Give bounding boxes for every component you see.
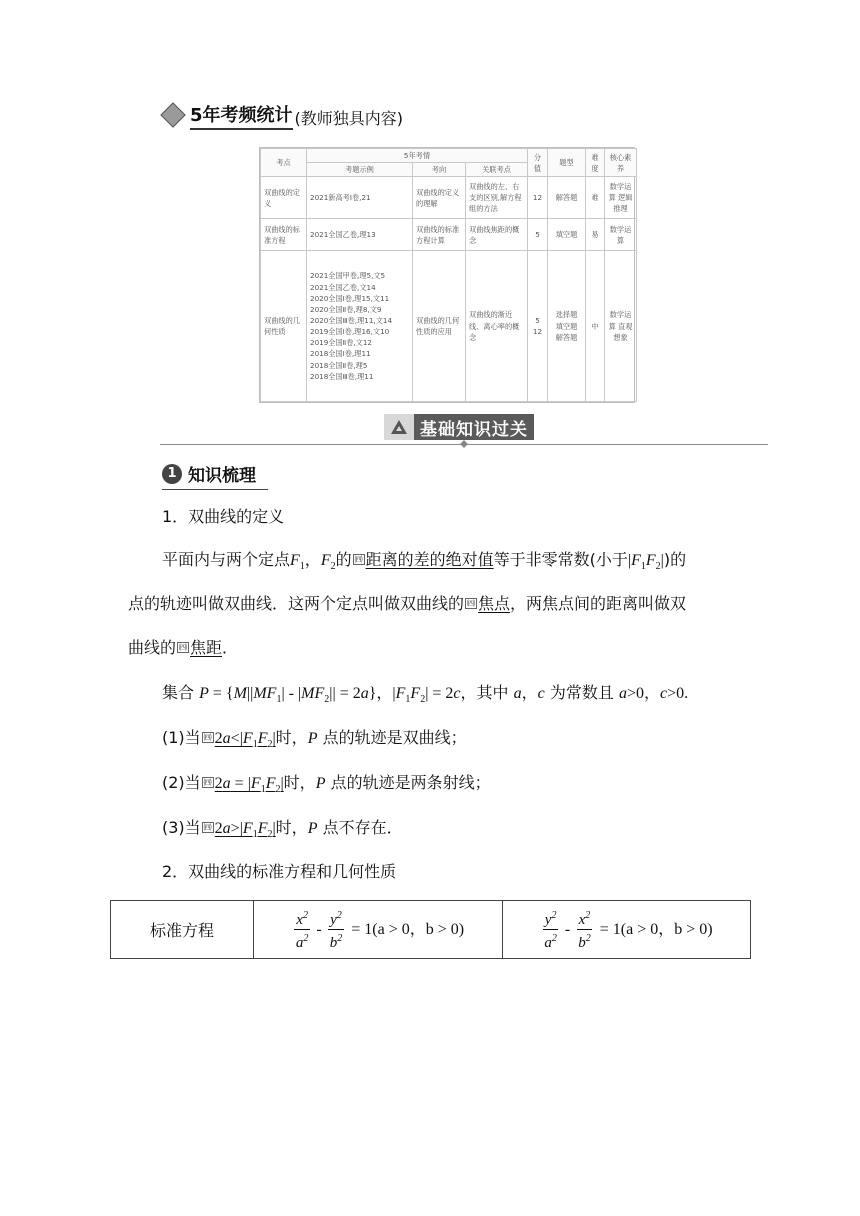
standard-equation-table xyxy=(110,900,751,959)
case-3: (3)当 ㈣ $2a>|F_1F_2|$时，P 点不存在． xyxy=(162,818,403,841)
header-related: 关联考点 xyxy=(466,163,528,177)
section-header xyxy=(160,102,403,130)
header-kaodian: 考点 xyxy=(261,149,307,177)
divider-diamond-icon xyxy=(460,440,468,448)
header-example: 考题示例 xyxy=(307,163,413,177)
number-badge: 1 xyxy=(162,464,182,484)
definition-line-1: 平面内与两个定点$F_1$，$F_2$的 ㈣ 距离的差的绝对值等于非零常数(小于$|F_1F_2|$)的 xyxy=(162,550,687,573)
difficulty-cell: 易 xyxy=(586,219,605,251)
book-mark: ㈣ xyxy=(203,778,212,787)
definition-line-3: 曲线的 ㈣ 焦距． xyxy=(128,638,239,657)
diamond-icon xyxy=(160,102,185,127)
section-subtitle: (教师独具内容) xyxy=(294,109,404,128)
related-cell: 双曲线的渐近线、离心率的概念 xyxy=(466,251,528,402)
type-cell: 选择题 填空题 解答题 xyxy=(548,251,586,402)
direction-cell: 双曲线的几何性质的应用 xyxy=(413,251,466,402)
blank-answer: 焦点 xyxy=(478,594,511,613)
score-cell: 5 xyxy=(528,219,548,251)
header-literacy: 核心素养 xyxy=(605,149,637,177)
direction-cell: 双曲线的标准方程计算 xyxy=(413,219,466,251)
book-mark: ㈣ xyxy=(354,555,363,564)
header-direction: 考向 xyxy=(413,163,466,177)
topic-cell: 双曲线的定义 xyxy=(261,177,307,219)
example-line: 2020全国Ⅱ卷,理8,文9 xyxy=(310,304,382,314)
type-cell: 填空题 xyxy=(548,219,586,251)
book-mark: ㈣ xyxy=(203,733,212,742)
table-row xyxy=(261,219,637,251)
banner-title: 基础知识过关 xyxy=(420,419,528,440)
header-type: 题型 xyxy=(548,149,586,177)
triangle-icon xyxy=(384,414,414,440)
example-line: 2021全国乙卷,文14 xyxy=(310,282,376,292)
equation-label: 标准方程 xyxy=(111,901,254,959)
case-1: (1)当 ㈣ $2a<|F_1F_2|$时，P 点的轨迹是双曲线； xyxy=(162,728,467,751)
header-difficulty: 难度 xyxy=(586,149,605,177)
example-line: 2018全国Ⅱ卷,理5 xyxy=(310,360,368,370)
literacy-cell: 数学运算 直观想象 xyxy=(605,251,637,402)
difficulty-cell: 难 xyxy=(586,177,605,219)
example-cell: 2021全国乙卷,理13 xyxy=(307,219,413,251)
header-five-year: 5年考情 xyxy=(307,149,528,163)
book-mark: ㈣ xyxy=(203,823,212,832)
example-line: 2018全国Ⅰ卷,理11 xyxy=(310,349,371,359)
section-banner xyxy=(384,414,534,440)
score-cell: 5 12 xyxy=(528,251,548,402)
related-cell: 双曲线的左、右支的区别,解方程组的方法 xyxy=(466,177,528,219)
case-2: (2)当 ㈣ $2a = |F_1F_2|$时，P 点的轨迹是两条射线； xyxy=(162,773,491,796)
example-line: 2019全国Ⅱ卷,文12 xyxy=(310,338,373,348)
topic-cell: 双曲线的标准方程 xyxy=(261,219,307,251)
topic-cell: 双曲线的几何性质 xyxy=(261,251,307,402)
equation-y-axis: $\frac{y^2}{a^2}$ - $\frac{x^2}{b^2}$ = 1(a > 0，b > 0) xyxy=(503,901,751,959)
literacy-cell: 数学运算 逻辑推理 xyxy=(605,177,637,219)
example-line: 2019全国Ⅰ卷,理16,文10 xyxy=(310,327,390,337)
set-definition: 集合 $P = \{M||MF_1| - |MF_2|| = 2a\}$，$|F_1F_2| = 2c$，其中 a，c 为常数且 a>0，c>0. xyxy=(162,683,689,706)
difficulty-cell: 中 xyxy=(586,251,605,402)
example-line: 2020全国Ⅰ卷,理15,文11 xyxy=(310,293,390,303)
header-score: 分值 xyxy=(528,149,548,177)
example-line: 2018全国Ⅲ卷,理11 xyxy=(310,371,374,381)
example-list-cell xyxy=(307,251,413,402)
related-cell: 双曲线焦距的概念 xyxy=(466,219,528,251)
knowledge-title: 知识梳理 xyxy=(188,466,256,486)
direction-cell: 双曲线的定义的理解 xyxy=(413,177,466,219)
book-mark: ㈣ xyxy=(467,599,476,608)
item1-title: 1．双曲线的定义 xyxy=(162,507,285,526)
table-row xyxy=(261,177,637,219)
literacy-cell: 数学运算 xyxy=(605,219,637,251)
type-cell: 解答题 xyxy=(548,177,586,219)
section-title: 5年考频统计 xyxy=(190,101,293,130)
exam-stats-table xyxy=(259,147,635,403)
table-row xyxy=(261,251,637,402)
item2-title: 2．双曲线的标准方程和几何性质 xyxy=(162,862,397,881)
example-line: 2020全国Ⅲ卷,理11,文14 xyxy=(310,316,393,325)
blank-answer: 距离的差的绝对值 xyxy=(365,550,494,569)
blank-answer: 焦距 xyxy=(190,638,223,657)
book-mark: ㈣ xyxy=(179,643,188,652)
example-line: 2021全国甲卷,理5,文5 xyxy=(310,271,386,281)
score-cell: 12 xyxy=(528,177,548,219)
equation-x-axis: $\frac{x^2}{a^2}$ - $\frac{y^2}{b^2}$ = 1(a > 0，b > 0) xyxy=(254,901,503,959)
definition-line-2: 点的轨迹叫做双曲线．这两个定点叫做双曲线的 ㈣ 焦点，两焦点间的距离叫做双 xyxy=(128,594,687,613)
example-cell: 2021新高考Ⅰ卷,21 xyxy=(307,177,413,219)
knowledge-heading xyxy=(162,461,268,490)
